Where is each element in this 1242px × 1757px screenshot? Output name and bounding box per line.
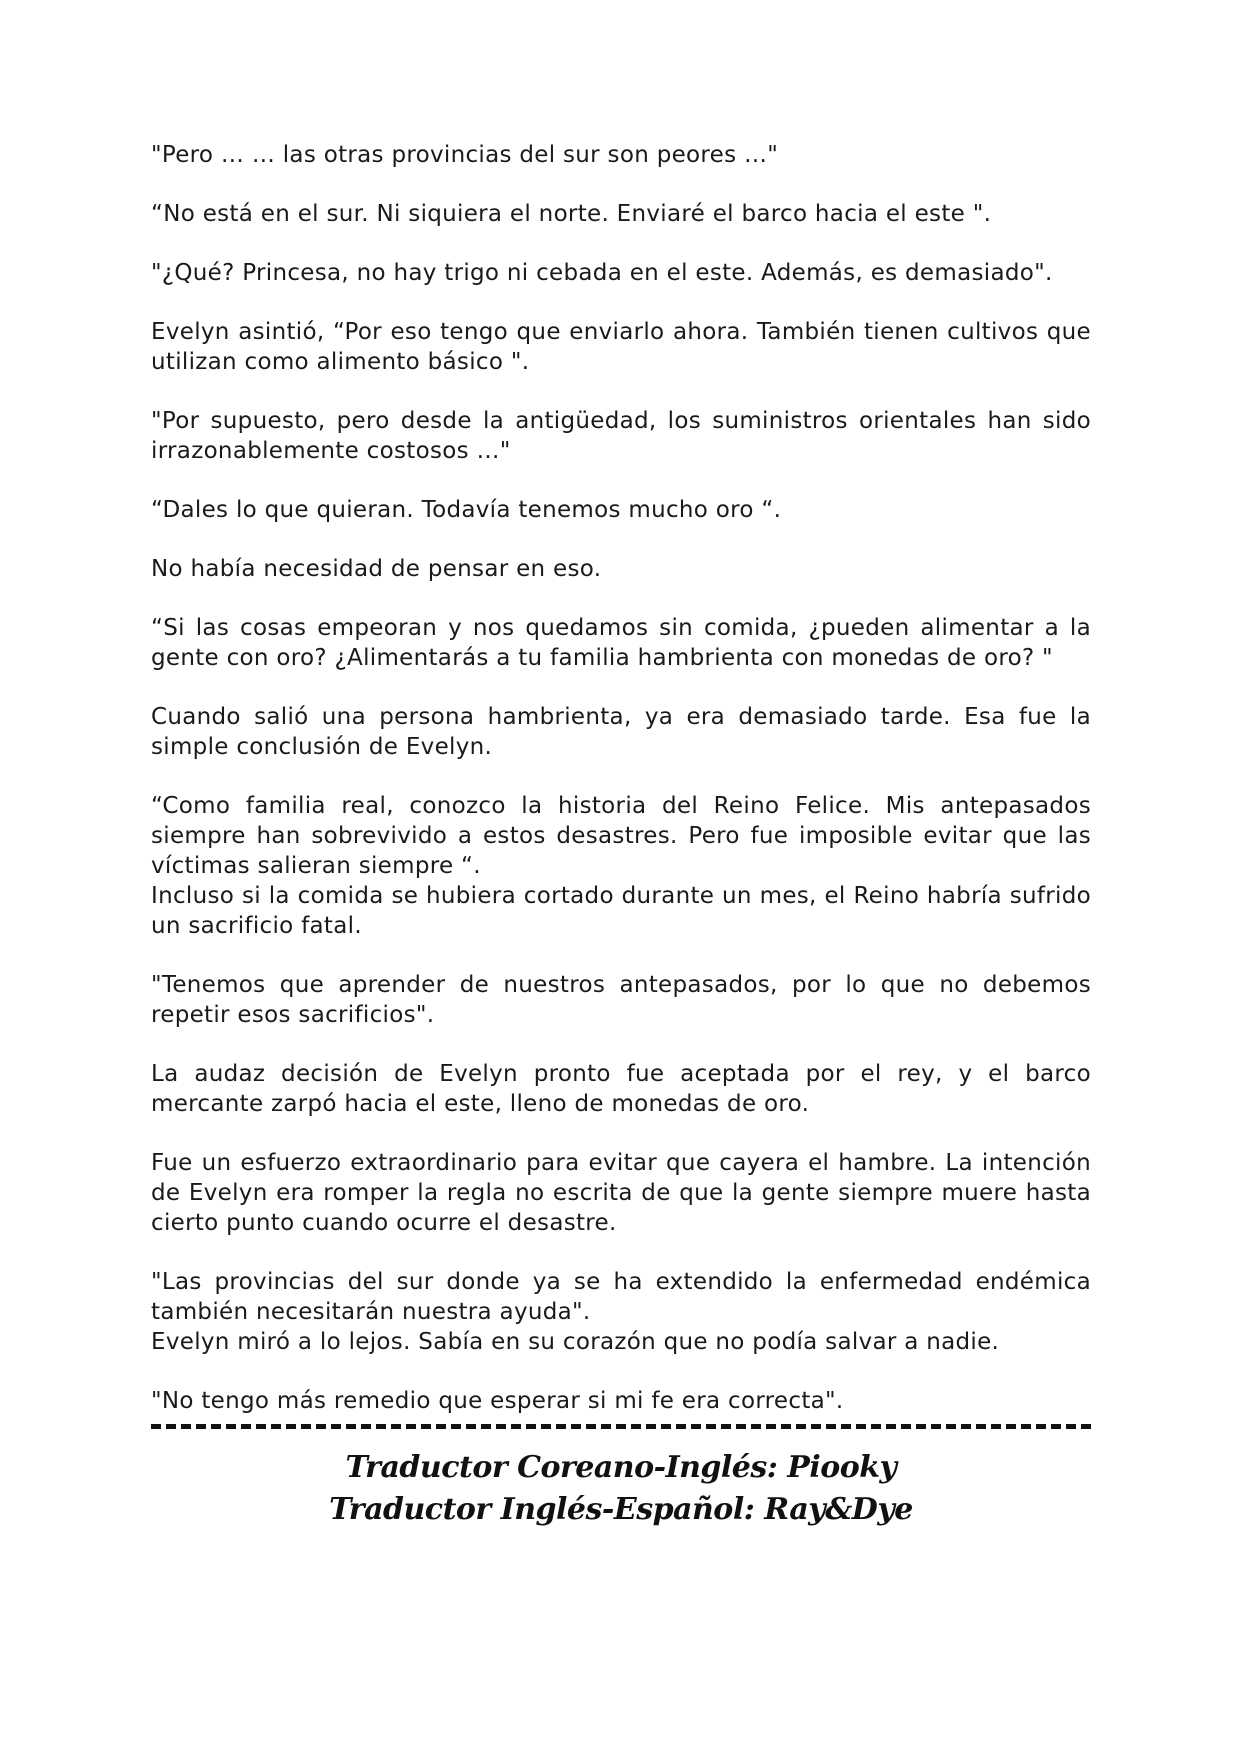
- paragraph-10: “Como familia real, conozco la historia del Reino Felice. Mis antepasados siempre han sobrevivido a estos desastres. Pero fue imposible evitar que las víctimas salieran siempre “.: [151, 793, 1091, 879]
- credit-english-spanish: Traductor Inglés-Español: Ray&Dye: [329, 1492, 913, 1527]
- paragraph-13: La audaz decisión de Evelyn pronto fue aceptada por el rey, y el barco mercante zarpó hacia el este, lleno de monedas de oro.: [151, 1061, 1091, 1117]
- paragraph-11: Incluso si la comida se hubiera cortado durante un mes, el Reino habría sufrido un sacrificio fatal.: [151, 883, 1091, 939]
- paragraph-7: No había necesidad de pensar en eso.: [151, 556, 602, 582]
- translator-credits: [151, 1447, 1091, 1531]
- paragraph-17: "No tengo más remedio que esperar si mi fe era correcta".: [151, 1388, 844, 1414]
- paragraph-9: Cuando salió una persona hambrienta, ya era demasiado tarde. Esa fue la simple conclusión de Evelyn.: [151, 704, 1091, 760]
- paragraph-12: "Tenemos que aprender de nuestros antepasados, por lo que no debemos repetir esos sacrificios".: [151, 972, 1091, 1028]
- paragraph-2: “No está en el sur. Ni siquiera el norte. Enviaré el barco hacia el este ".: [151, 201, 992, 227]
- paragraph-14: Fue un esfuerzo extraordinario para evitar que cayera el hambre. La intención de Evelyn era romper la regla no escrita de que la gente siempre muere hasta cierto punto cuando ocurre el desastre.: [151, 1150, 1091, 1236]
- paragraph-15: "Las provincias del sur donde ya se ha extendido la enfermedad endémica también necesitarán nuestra ayuda".: [151, 1269, 1091, 1325]
- paragraph-16: Evelyn miró a lo lejos. Sabía en su corazón que no podía salvar a nadie.: [151, 1329, 1000, 1355]
- credit-korean-english: Traductor Coreano-Inglés: Piooky: [345, 1450, 897, 1485]
- paragraph-6: “Dales lo que quieran. Todavía tenemos mucho oro “.: [151, 497, 782, 523]
- paragraph-1: "Pero … … las otras provincias del sur son peores …": [151, 142, 779, 168]
- paragraph-5: "Por supuesto, pero desde la antigüedad, los suministros orientales han sido irrazonablemente costosos …": [151, 408, 1091, 464]
- dashed-divider: [151, 1424, 1091, 1429]
- paragraph-8: “Si las cosas empeoran y nos quedamos sin comida, ¿pueden alimentar a la gente con oro? ¿Alimentarás a tu familia hambrienta con monedas de oro? ": [151, 615, 1091, 671]
- paragraph-4: Evelyn asintió, “Por eso tengo que enviarlo ahora. También tienen cultivos que utilizan como alimento básico ".: [151, 319, 1091, 375]
- document-page: [151, 140, 1091, 1531]
- paragraph-3: "¿Qué? Princesa, no hay trigo ni cebada en el este. Además, es demasiado".: [151, 260, 1053, 286]
